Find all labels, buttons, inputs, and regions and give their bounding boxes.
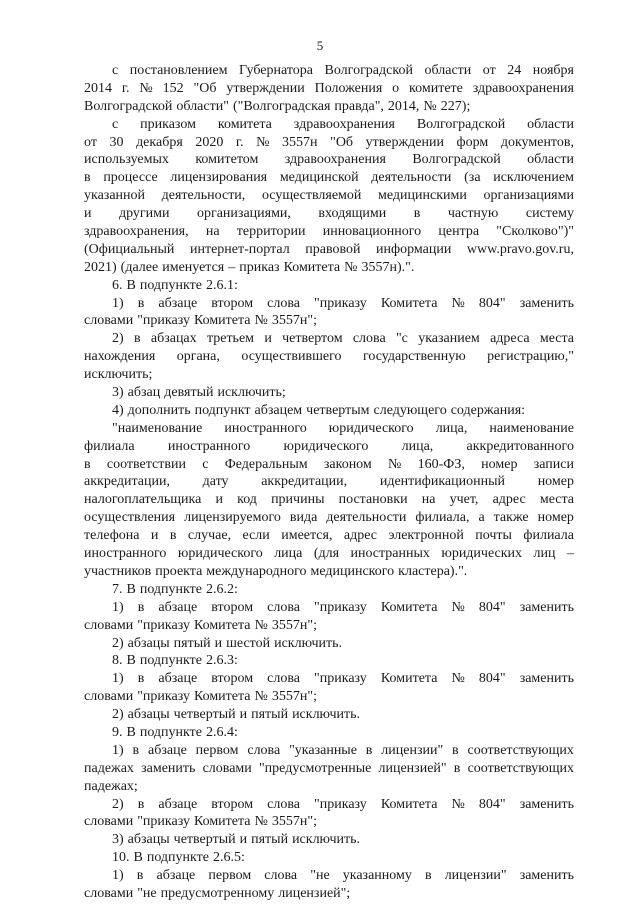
text-line: 1) в абзаце втором слова "приказу Комитета № 804" заменить <box>112 599 574 615</box>
text-line: здравоохранения, на территории инновационного центра "Сколково")" <box>84 224 574 240</box>
text-line: в соответствии с Федеральным законом № 160-ФЗ, номер записи <box>84 456 574 472</box>
text-line: 2) в абзацах третьем и четвертом слова "с указанием адреса места <box>112 331 574 347</box>
paragraph <box>84 116 574 277</box>
text-line: филиала иностранного юридического лица, аккредитованного <box>84 438 574 454</box>
text-line: нахождения органа, осуществившего государственную регистрацию," <box>84 349 574 365</box>
text-line: 1) в абзаце первом слова "не указанному в лицензии" заменить <box>112 868 574 884</box>
text-line: "наименование иностранного юридического лица, наименование <box>112 420 574 436</box>
paragraph <box>84 742 574 796</box>
paragraph <box>84 867 574 903</box>
text-line: 8. В подпункте 2.6.3: <box>112 653 238 669</box>
text-line: с постановлением Губернатора Волгоградской области от 24 ноября <box>112 63 574 78</box>
text-line: в процессе лицензирования медицинской деятельности (за исключением <box>84 170 574 186</box>
text-line: 9. В подпункте 2.6.4: <box>112 724 238 740</box>
text-line: исключить; <box>84 367 153 383</box>
text-line: Волгоградской области" ("Волгоградская правда", 2014, № 227); <box>84 98 471 114</box>
text-line: участников проекта международного медицинского кластера).". <box>84 563 468 579</box>
paragraph <box>84 581 574 599</box>
text-line: 2) в абзаце втором слова "приказу Комитета № 804" заменить <box>112 796 574 812</box>
text-line: 4) дополнить подпункт абзацем четвертым следующего содержания: <box>112 402 526 418</box>
paragraph <box>84 384 574 402</box>
paragraph <box>84 420 574 581</box>
paragraph <box>84 635 574 653</box>
text-line: словами "приказу Комитета № 3557н"; <box>84 617 317 633</box>
text-line: словами "приказу Комитета № 3557н"; <box>84 689 317 705</box>
text-line: с приказом комитета здравоохранения Волгоградской области <box>112 116 574 132</box>
text-line: словами "приказу Комитета № 3557н"; <box>84 313 317 329</box>
paragraph <box>84 62 574 116</box>
text-line: 6. В подпункте 2.6.1: <box>112 277 238 293</box>
paragraph <box>84 599 574 635</box>
paragraph <box>84 330 574 384</box>
text-line: телефона и в случае, если имеется, адрес электронной почты филиала <box>84 528 574 544</box>
text-line: 3) абзац девятый исключить; <box>112 385 286 401</box>
paragraph <box>84 849 574 867</box>
text-line: 2) абзацы пятый и шестой исключить. <box>112 635 343 651</box>
text-line: осуществления лицензируемого вида деятельности филиала, а также номер <box>84 510 574 526</box>
paragraph <box>84 402 574 420</box>
text-line: налогоплательщика и код причины постановки на учет, адрес места <box>84 492 574 508</box>
text-line: и другими организациями, входящими в частную систему <box>84 206 574 222</box>
text-line: словами "приказу Комитета № 3557н"; <box>84 814 317 830</box>
text-line: 2021) (далее именуется – приказ Комитета № 3557н).". <box>84 259 415 275</box>
page-number: 5 <box>316 38 324 53</box>
text-line: аккредитации, дату аккредитации, идентификационный номер <box>84 474 574 490</box>
paragraph <box>84 706 574 724</box>
text-line: указанной деятельности, осуществляемой медицинскими организациями <box>84 188 574 204</box>
text-line: 7. В подпункте 2.6.2: <box>112 581 238 597</box>
text-line: от 30 декабря 2020 г. № 3557н "Об утверждении форм документов, <box>84 134 574 150</box>
paragraph <box>84 796 574 832</box>
paragraph <box>84 277 574 295</box>
text-line: 10. В подпункте 2.6.5: <box>112 850 245 866</box>
paragraph <box>84 670 574 706</box>
text-line: 2014 г. № 152 "Об утверждении Положения о комитете здравоохранения <box>84 80 574 96</box>
paragraph <box>84 831 574 849</box>
text-line: падежах заменить словами "предусмотренные лицензией" в соответствующих <box>84 760 574 776</box>
text-line: (Официальный интернет-портал правовой информации www.pravo.gov.ru, <box>84 241 574 257</box>
paragraph <box>84 295 574 331</box>
text-line: 1) в абзаце первом слова "указанные в лицензии" в соответствующих <box>112 742 574 758</box>
text-line: падежах; <box>84 778 138 794</box>
text-line: иностранного юридического лица (для иностранных юридических лиц – <box>84 546 574 562</box>
text-line: 3) абзацы четвертый и пятый исключить. <box>112 832 361 848</box>
text-line: словами "не предусмотренному лицензией"; <box>84 885 351 901</box>
text-line: используемых комитетом здравоохранения Волгоградской области <box>84 152 574 168</box>
paragraph <box>84 724 574 742</box>
text-line: 2) абзацы четвертый и пятый исключить. <box>112 707 361 723</box>
document-body <box>84 62 574 903</box>
text-line: 1) в абзаце втором слова "приказу Комитета № 804" заменить <box>112 295 574 311</box>
text-line: 1) в абзаце втором слова "приказу Комитета № 804" заменить <box>112 671 574 687</box>
paragraph <box>84 652 574 670</box>
